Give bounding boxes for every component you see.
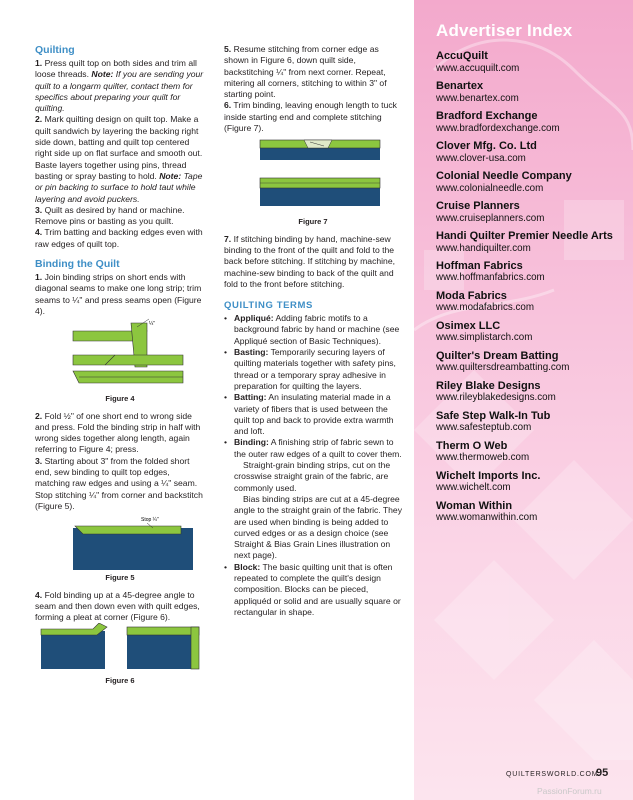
figure-7-illustration bbox=[224, 134, 402, 214]
figure-5-caption: Figure 5 bbox=[105, 573, 135, 583]
quilting-step-3 bbox=[35, 205, 205, 228]
quilting-step-1 bbox=[35, 58, 205, 114]
term-definition: An insulating material made in a variety of fibers that is used between the quilt top and back to provide extra warmth and loft. bbox=[234, 392, 394, 437]
binding-step-4 bbox=[35, 590, 205, 624]
binding-heading: Binding the Quilt bbox=[35, 258, 120, 271]
term-label: Binding: bbox=[234, 437, 269, 448]
advertiser-url[interactable]: www.hoffmanfabrics.com bbox=[436, 272, 545, 284]
term-definition: The basic quilting unit that is often repeated to complete the quilt's design composition. Blocks can be pieced, appliquéd or solid and are usually square or rectangular in shape. bbox=[234, 561, 401, 617]
advertiser-url[interactable]: www.accuquilt.com bbox=[436, 62, 520, 74]
quilt-corner-right bbox=[127, 631, 199, 669]
advertiser-entry bbox=[436, 380, 626, 405]
advertiser-entry bbox=[436, 80, 626, 105]
step-number: 4. bbox=[35, 589, 43, 600]
advertiser-name: Woman Within bbox=[436, 499, 513, 512]
advertiser-url[interactable]: www.modafabrics.com bbox=[436, 302, 534, 314]
step-number: 2. bbox=[35, 410, 43, 421]
quilt-corner-left bbox=[41, 631, 105, 669]
quilt-edge-top bbox=[260, 148, 380, 160]
binding-step-2 bbox=[35, 411, 205, 456]
binding-step-7 bbox=[224, 234, 402, 290]
advertiser-url[interactable]: www.womanwithin.com bbox=[436, 512, 538, 524]
advertiser-index-title: Advertiser Index bbox=[436, 21, 573, 40]
step-number: 3. bbox=[35, 455, 43, 466]
column-left bbox=[35, 44, 205, 693]
step-text: Quilt as desired by hand or machine. Remove pins or basting as you quilt. bbox=[35, 204, 185, 227]
step-text: Trim binding, leaving enough length to tuck inside starting end and complete stitching (Figure 7). bbox=[224, 100, 397, 134]
term-item bbox=[224, 347, 402, 392]
binding-paragraph-1: Straight-grain binding strips, cut on the crosswise straight grain of the fabric, are commonly used. bbox=[234, 460, 391, 493]
figure-6-illustration bbox=[35, 623, 205, 673]
binding-step-6 bbox=[224, 100, 402, 134]
advertiser-name: Cruise Planners bbox=[436, 199, 520, 212]
step-text: Mark quilting design on quilt top. Make a quilt sandwich by layering the backing right side down, batting and quilt top centered right side up on flat surface and smooth out. Baste layers together using pins, thread basting or spray basting to hold. bbox=[35, 114, 203, 181]
advertiser-name: Handi Quilter Premier Needle Arts bbox=[436, 229, 613, 242]
step-text: Join binding strips on short ends with diagonal seams to make one long strip; trim seams to ¼" and press seams open (Figure 4). bbox=[35, 272, 202, 316]
binding-step-1 bbox=[35, 272, 205, 317]
advertiser-entry bbox=[436, 170, 626, 195]
term-label: Basting: bbox=[234, 347, 269, 358]
figure-5-label: Stop ¼" bbox=[141, 517, 159, 524]
quilting-step-4 bbox=[35, 227, 205, 250]
note-text: If you are sending your quilt to a longarm quilter, contact them for specifics about preparing your quilt for quilting. bbox=[35, 69, 204, 114]
advertiser-name: Clover Mfg. Co. Ltd bbox=[436, 139, 537, 152]
figure-5-illustration bbox=[35, 512, 205, 570]
joined-strip bbox=[73, 355, 183, 365]
step-number: 1. bbox=[35, 58, 43, 68]
advertiser-url[interactable]: www.colonialneedle.com bbox=[436, 182, 544, 194]
advertiser-name: AccuQuilt bbox=[436, 50, 488, 62]
term-item bbox=[224, 313, 402, 347]
binding-step-3 bbox=[35, 456, 205, 512]
advertiser-name: Hoffman Fabrics bbox=[436, 259, 523, 272]
advertiser-index-sidebar bbox=[414, 0, 633, 800]
advertiser-entry bbox=[436, 200, 626, 225]
advertiser-name: Wichelt Imports Inc. bbox=[436, 469, 541, 482]
note-label: Note: bbox=[91, 69, 114, 80]
advertiser-entry bbox=[436, 260, 626, 285]
advertiser-url[interactable]: www.clover-usa.com bbox=[436, 152, 526, 164]
term-label: Batting: bbox=[234, 392, 267, 403]
binding-fold-down bbox=[127, 627, 199, 635]
binding-side bbox=[191, 627, 199, 669]
footer-magazine-url: QUILTERSWORLD.COM bbox=[506, 771, 599, 778]
advertiser-entry bbox=[436, 140, 626, 165]
term-item bbox=[224, 437, 402, 561]
term-definition: Adding fabric motifs to a background fabric by hand or machine (see Appliqué section of Basic Techniques). bbox=[234, 313, 400, 346]
term-label: Block: bbox=[234, 561, 261, 572]
quilting-heading: Quilting bbox=[35, 44, 75, 56]
step-number: 3. bbox=[35, 204, 43, 215]
advertiser-url[interactable]: www.thermoweb.com bbox=[436, 452, 530, 464]
advertiser-entry bbox=[436, 500, 626, 525]
step-number: 5. bbox=[224, 44, 232, 54]
advertiser-name: Benartex bbox=[436, 79, 484, 92]
step-number: 1. bbox=[35, 272, 43, 283]
term-item bbox=[224, 392, 402, 437]
advertiser-name: Therm O Web bbox=[436, 439, 508, 452]
advertiser-entry bbox=[436, 320, 626, 345]
step-text: Starting about 3" from the folded short end, sew binding to quilt top edges, matching raw edges and using a ¼" seam. Stop stitching ¼" from corner and backstitch (Figure 5). bbox=[35, 455, 203, 511]
step-text: Trim batting and backing edges even with raw edges of quilt top. bbox=[35, 227, 203, 249]
page-number: 95 bbox=[596, 767, 609, 779]
quilting-step-2 bbox=[35, 114, 205, 204]
term-definition: A finishing strip of fabric sewn to the outer raw edges of a quilt to cover them. bbox=[234, 437, 402, 459]
advertiser-entry bbox=[436, 230, 626, 255]
step-text: Fold ½" of one short end to wrong side and press. Fold the binding strip in half with wrong sides together along length, again referring to Figure 4; press. bbox=[35, 410, 201, 455]
binding-paragraph-2: Bias binding strips are cut at a 45-degree angle to the straight grain of the fabric. They are used when binding is being added to curved edges or as a design choice (see Straight & Bias Grain Lines illustration on next page). bbox=[234, 493, 402, 561]
advertiser-name: Riley Blake Designs bbox=[436, 379, 541, 392]
advertiser-name: Bradford Exchange bbox=[436, 109, 538, 122]
step-number: 6. bbox=[224, 100, 232, 111]
advertiser-entry bbox=[436, 440, 626, 465]
step-number: 4. bbox=[35, 227, 43, 238]
advertiser-url[interactable]: www.benartex.com bbox=[436, 92, 519, 104]
figure-4-illustration bbox=[35, 317, 205, 391]
step-text: If stitching binding by hand, machine-sew binding to the front of the quilt and fold to the back before stitching. If stitching by machine, machine-sew binding to back of the quilt and fold to the front before stitching. bbox=[224, 233, 396, 289]
figure-4-label: ¼" bbox=[149, 321, 155, 328]
advertiser-name: Colonial Needle Company bbox=[436, 169, 572, 182]
step-text: Fold binding up at a 45-degree angle to seam and then down even with quilt edges, forming a pleat at corner (Figure 6). bbox=[35, 589, 200, 623]
advertiser-url[interactable]: www.rileyblakedesigns.com bbox=[436, 392, 556, 404]
term-label: Appliqué: bbox=[234, 313, 274, 324]
advertiser-url[interactable]: www.bradfordexchange.com bbox=[436, 122, 560, 134]
step-text: Resume stitching from corner edge as shown in Figure 6, down quilt side, backstitching ¼" from next corner. Repeat, mitering all corners, stitching to within 3" of starting point. bbox=[224, 44, 387, 100]
advertiser-url[interactable]: www.handiquilter.com bbox=[436, 242, 531, 254]
binding-tuck bbox=[304, 140, 332, 148]
advertiser-url[interactable]: www.cruiseplanners.com bbox=[436, 212, 545, 224]
step-number: 2. bbox=[35, 114, 43, 125]
step-number: 7. bbox=[224, 233, 232, 244]
advertiser-entry bbox=[436, 50, 626, 75]
advertiser-entry bbox=[436, 350, 626, 375]
note-text: Tape or pin backing to surface to hold taut while layering and avoid puckers. bbox=[35, 170, 203, 204]
quilt-edge-bottom bbox=[260, 188, 380, 206]
advertiser-name: Moda Fabrics bbox=[436, 289, 507, 302]
advertiser-name: Osimex LLC bbox=[436, 319, 501, 332]
advertiser-url[interactable]: www.quiltersdreambatting.com bbox=[436, 362, 570, 374]
advertiser-name: Quilter's Dream Batting bbox=[436, 349, 559, 362]
figure-7-caption: Figure 7 bbox=[298, 217, 328, 227]
advertiser-name: Safe Step Walk-In Tub bbox=[436, 409, 551, 422]
figure-6-caption: Figure 6 bbox=[105, 676, 135, 686]
binding-strip bbox=[75, 526, 181, 534]
figure-4-caption: Figure 4 bbox=[105, 394, 135, 404]
advertiser-entry bbox=[436, 110, 626, 135]
note-label: Note: bbox=[159, 170, 182, 181]
binding-step-5 bbox=[224, 44, 402, 100]
step-text: Press quilt top on both sides and trim all loose threads. bbox=[35, 58, 197, 80]
advertiser-url[interactable]: www.simplistarch.com bbox=[436, 332, 533, 344]
advertiser-entry bbox=[436, 410, 626, 435]
advertiser-url[interactable]: www.wichelt.com bbox=[436, 482, 511, 494]
binding-fold-up bbox=[41, 623, 107, 635]
quilting-terms-heading: QUILTING TERMS bbox=[224, 300, 313, 312]
watermark: PassionForum.ru bbox=[537, 786, 602, 796]
terms-list bbox=[224, 313, 402, 618]
advertiser-entry bbox=[436, 470, 626, 495]
term-item bbox=[224, 562, 402, 618]
term-definition: Temporarily securing layers of quilting materials together with safety pins, thread or a temporary spray adhesive in preparation for quilting the layers. bbox=[234, 347, 396, 391]
advertiser-entry bbox=[436, 290, 626, 315]
advertiser-url[interactable]: www.safesteptub.com bbox=[436, 422, 532, 434]
advertiser-list bbox=[436, 50, 626, 530]
column-right bbox=[224, 44, 402, 618]
